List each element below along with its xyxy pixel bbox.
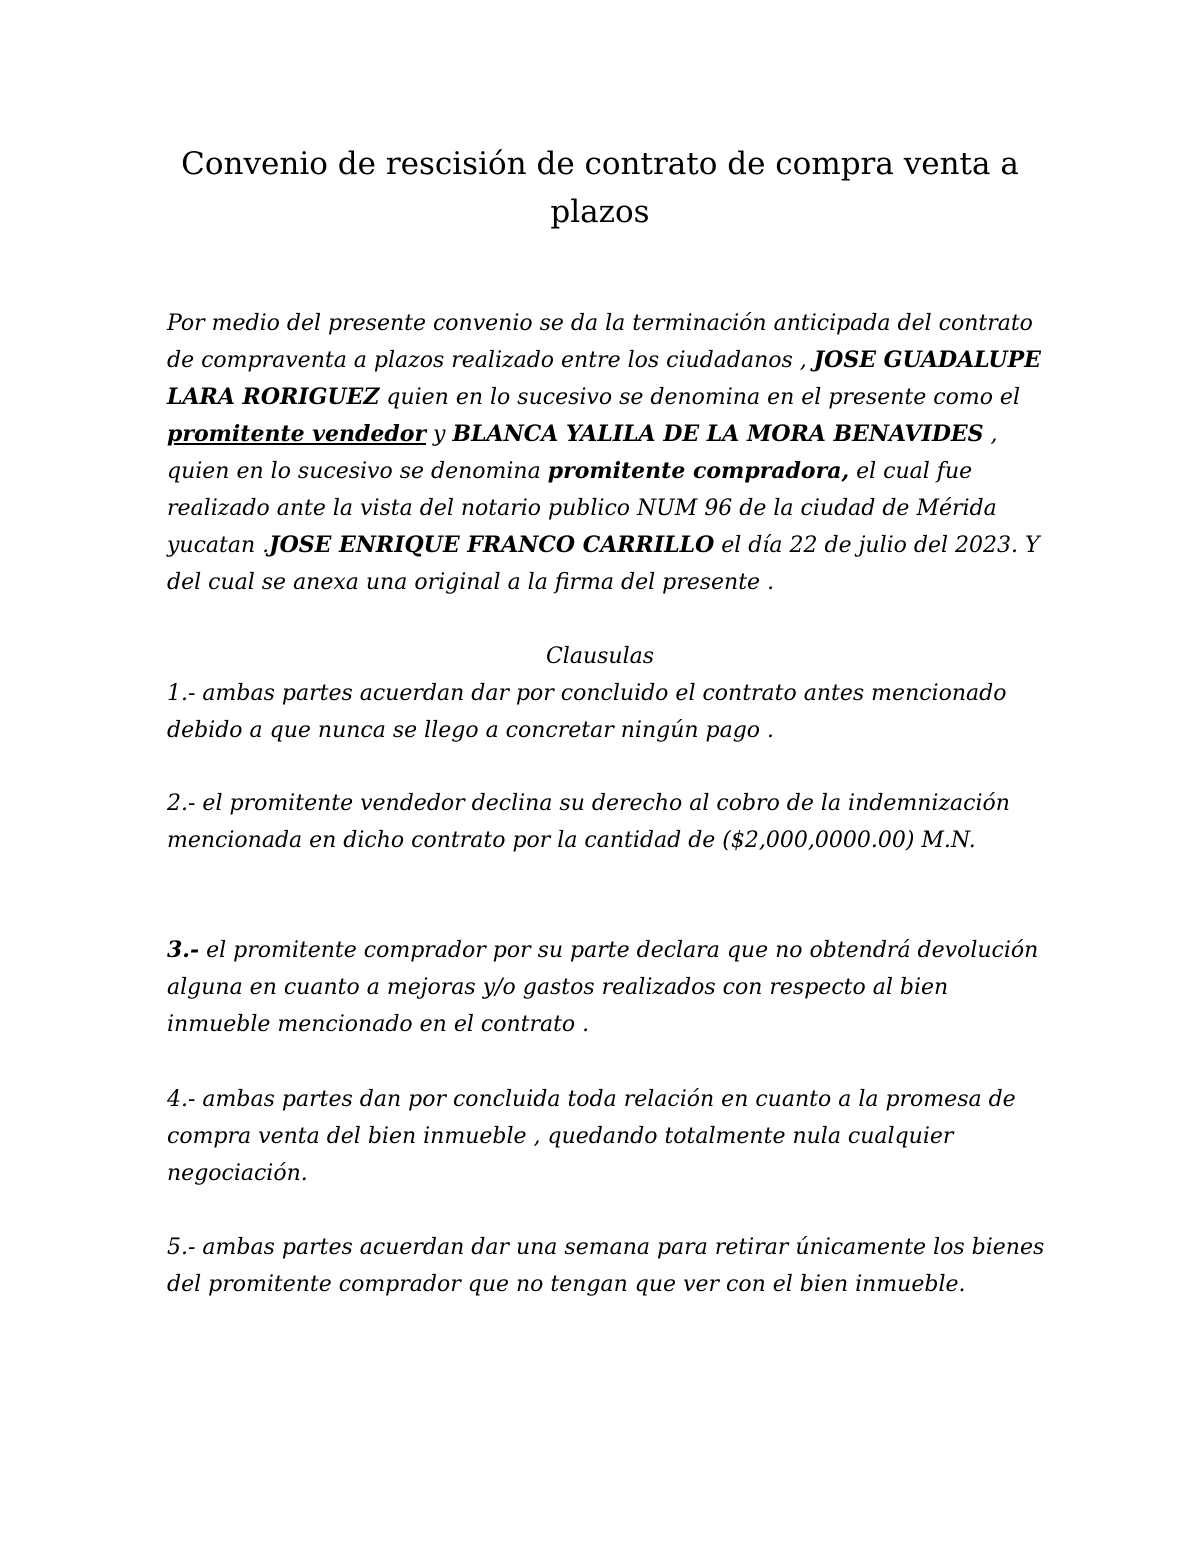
notary-name: JOSE ENRIQUE FRANCO CARRILLO [269, 532, 715, 558]
buyer-name: BLANCA YALILA DE LA MORA BENAVIDES [452, 421, 984, 447]
clause-3 [167, 932, 1047, 1043]
intro-text-6: el día 22 de julio del 2023. Y del cual se anexa una original a la firma del presente . [167, 533, 1040, 595]
clause-1 [167, 675, 1047, 749]
intro-text-5: el cual fue realizado ante la vista del notario publico NUM 96 de la ciudad de Mérida yucatan . [167, 459, 997, 558]
seller-role: promitente vendedor [167, 421, 427, 447]
clause-number: 5.- [167, 1235, 196, 1260]
clause-2 [167, 785, 1047, 859]
intro-text-3: y [426, 422, 453, 447]
clause-number: 2.- [167, 791, 196, 816]
clause-number: 1.- [167, 681, 196, 706]
intro-text-4: , quien en lo sucesivo se denomina [167, 422, 998, 484]
clause-text: el promitente comprador por su parte declara que no obtendrá devolución alguna en cuanto a mejoras y/o gastos realizados con respecto al bien inmueble mencionado en el contrato . [167, 938, 1039, 1037]
buyer-role: promitente compradora, [547, 458, 850, 484]
intro-text-2: quien en lo sucesivo se denomina en el presente como el [379, 385, 1020, 410]
document-title: Convenio de rescisión de contrato de compra venta a plazos [181, 146, 1019, 230]
clausulas-heading: Clausulas [545, 644, 655, 669]
clause-text: ambas partes dan por concluida toda relación en cuanto a la promesa de compra venta del bien inmueble , quedando totalmente nula cualquier negociación. [167, 1087, 1016, 1186]
clause-text: el promitente vendedor declina su derecho al cobro de la indemnización mencionada en dicho contrato por la cantidad de ($2,000,0000.00) M.N. [167, 791, 1010, 853]
intro-paragraph [167, 305, 1047, 601]
clause-4 [167, 1081, 1047, 1192]
clause-text: ambas partes acuerdan dar una semana para retirar únicamente los bienes del promitente comprador que no tengan que ver con el bien inmueble. [167, 1235, 1045, 1297]
seller-name: JOSE GUADALUPE LARA RORIGUEZ [167, 347, 1041, 410]
clause-number: 3.- [167, 937, 200, 963]
clause-5 [167, 1229, 1047, 1303]
intro-text-1: Por medio del presente convenio se da la terminación anticipada del contrato de compraventa a plazos realizado entre los ciudadanos , [167, 311, 1033, 373]
clause-number: 4.- [167, 1087, 196, 1112]
clause-text: ambas partes acuerdan dar por concluido el contrato antes mencionado debido a que nunca se llego a concretar ningún pago . [167, 681, 1007, 743]
